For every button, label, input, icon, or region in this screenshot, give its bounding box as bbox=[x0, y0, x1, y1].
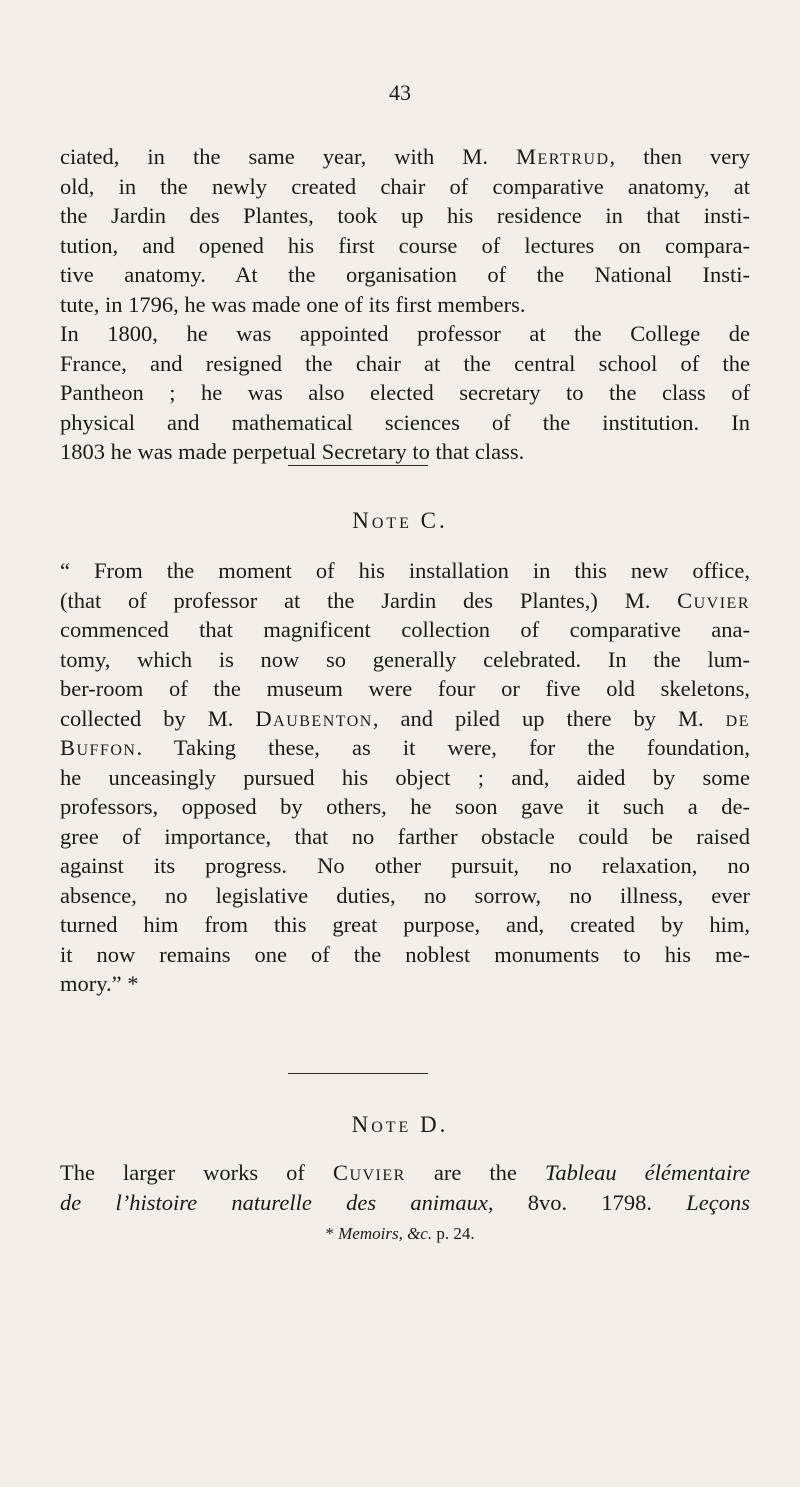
text-line: collected by M. Daubenton, and piled up there by M. de bbox=[60, 705, 750, 731]
section-divider bbox=[288, 1073, 428, 1074]
text-line: 1803 he was made perpetual Secretary to that class. bbox=[60, 439, 525, 464]
text-line: tution, and opened his first course of lectures on compara- bbox=[60, 232, 750, 258]
text-line: (that of professor at the Jardin des Plantes,) M. Cuvier bbox=[60, 587, 750, 613]
text-line: old, in the newly created chair of comparative anatomy, at bbox=[60, 173, 750, 199]
text-line: ciated, in the same year, with M. Mertrud, then very bbox=[60, 144, 750, 169]
name-daubenton: Daubenton bbox=[255, 705, 373, 731]
text-line: tomy, which is now so generally celebrated. In the lum- bbox=[60, 646, 750, 672]
text-line: Buffon. Taking these, as it were, for the foundation, bbox=[60, 735, 750, 760]
name-buffon: Buffon bbox=[60, 735, 137, 760]
footnote: * Memoirs, &c. p. 24. bbox=[325, 1224, 475, 1243]
text-line: tive anatomy. At the organisation of the National Insti- bbox=[60, 262, 750, 287]
text-line: gree of importance, that no farther obstacle could be raised bbox=[60, 823, 750, 849]
text-line: commenced that magnificent collection of comparative ana- bbox=[60, 617, 750, 642]
text-line: Pantheon ; he was also elected secretary to the class of bbox=[60, 380, 750, 405]
note-d-body bbox=[60, 1158, 750, 1217]
page-number: 43 bbox=[389, 80, 411, 105]
section-divider bbox=[288, 465, 428, 466]
name-cuvier: Cuvier bbox=[332, 1160, 406, 1185]
text-line: it now remains one of the noblest monuments to his me- bbox=[60, 941, 750, 967]
text-line: In 1800, he was appointed professor at the College de bbox=[60, 321, 750, 346]
note-d-heading: Note D. bbox=[351, 1112, 449, 1137]
text-line: France, and resigned the chair at the central school of the bbox=[60, 350, 750, 376]
text-line: mory.” * bbox=[60, 971, 139, 996]
name-mertrud: Mertrud bbox=[516, 144, 610, 169]
book-title: de l’histoire naturelle des animaux, bbox=[60, 1189, 494, 1215]
name-de: de bbox=[725, 705, 750, 731]
paragraph-1 bbox=[60, 142, 750, 319]
paragraph-2 bbox=[60, 319, 750, 467]
text-line: professors, opposed by others, he soon gave it such a de- bbox=[60, 794, 750, 819]
name-cuvier: Cuvier bbox=[677, 587, 750, 613]
text-line: de l’histoire naturelle des animaux, 8vo. 1798. Leçons bbox=[60, 1189, 751, 1215]
text-line: the Jardin des Plantes, took up his residence in that insti- bbox=[60, 203, 750, 228]
text-line: physical and mathematical sciences of the institution. In bbox=[60, 409, 750, 435]
book-title: Tableau élémentaire bbox=[544, 1160, 750, 1185]
text-line: tute, in 1796, he was made one of its first members. bbox=[60, 291, 526, 317]
note-c-body bbox=[60, 556, 750, 999]
note-c-heading: Note C. bbox=[352, 508, 448, 533]
text-line: “ From the moment of his installation in this new office, bbox=[60, 558, 750, 583]
text-line: against its progress. No other pursuit, no relaxation, no bbox=[60, 853, 750, 878]
text-line: The larger works of Cuvier are the Tableau élémentaire bbox=[60, 1160, 750, 1185]
text-line: absence, no legislative duties, no sorrow, no illness, ever bbox=[60, 882, 750, 908]
text-line: ber-room of the museum were four or five old skeletons, bbox=[60, 676, 750, 701]
text-line: turned him from this great purpose, and, created by him, bbox=[60, 912, 750, 937]
book-title: Leçons bbox=[686, 1189, 751, 1215]
text-line: he unceasingly pursued his object ; and, aided by some bbox=[60, 764, 750, 790]
